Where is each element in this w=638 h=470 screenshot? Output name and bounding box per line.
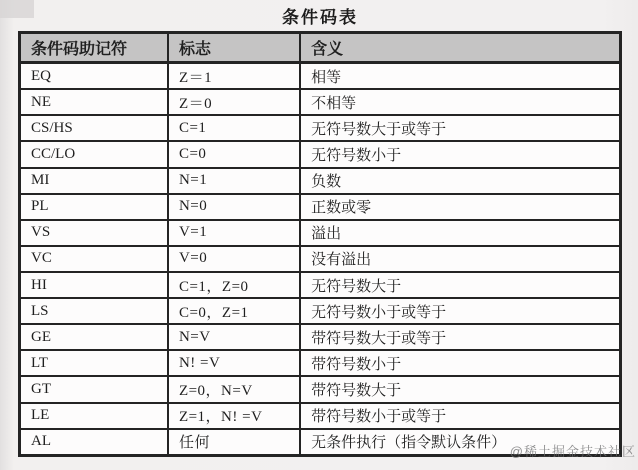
table-row: [20, 246, 621, 272]
watermark: @稀土掘金技术社区: [509, 444, 636, 459]
mnemonic-cell: AL: [20, 429, 168, 456]
meaning-cell: 相等: [300, 63, 620, 90]
mnemonic-cell: LS: [20, 298, 168, 324]
table-row: [20, 220, 621, 246]
mnemonic-cell: EQ: [20, 63, 168, 90]
table-row: [20, 324, 621, 350]
meaning-cell: 无条件执行（指令默认条件）: [300, 429, 620, 456]
page-title: 条件码表: [282, 8, 358, 27]
meaning-cell: 带符号数大于或等于: [300, 324, 620, 350]
flag-cell: V=0: [168, 246, 300, 272]
table-row: [20, 298, 621, 324]
meaning-cell: 带符号数大于: [300, 376, 620, 402]
header-mnemonic: 条件码助记符: [20, 33, 168, 63]
flag-cell: C=1，Z=0: [168, 272, 300, 298]
header-row: [20, 33, 621, 63]
header-meaning: 含义: [300, 33, 620, 63]
table-row: [20, 429, 621, 456]
flag-cell: N=1: [168, 168, 300, 194]
table-row: [20, 63, 621, 90]
mnemonic-cell: PL: [20, 194, 168, 220]
mnemonic-cell: VC: [20, 246, 168, 272]
flag-cell: N! =V: [168, 350, 300, 376]
flag-cell: Z=1，N! =V: [168, 403, 300, 429]
mnemonic-cell: GT: [20, 376, 168, 402]
table-row: [20, 141, 621, 167]
table-row: [20, 403, 621, 429]
mnemonic-cell: HI: [20, 272, 168, 298]
meaning-cell: 无符号数小于或等于: [300, 298, 620, 324]
meaning-cell: 没有溢出: [300, 246, 620, 272]
mnemonic-cell: GE: [20, 324, 168, 350]
meaning-cell: 无符号数大于: [300, 272, 620, 298]
table-row: [20, 194, 621, 220]
mnemonic-cell: LE: [20, 403, 168, 429]
flag-cell: Z＝1: [168, 63, 300, 90]
header-flag: 标志: [168, 33, 300, 63]
table-row: [20, 115, 621, 141]
mnemonic-cell: CC/LO: [20, 141, 168, 167]
meaning-cell: 无符号数小于: [300, 141, 620, 167]
table-header: [20, 33, 621, 63]
meaning-cell: 不相等: [300, 89, 620, 115]
flag-cell: 任何: [168, 429, 300, 456]
flag-cell: N=0: [168, 194, 300, 220]
mnemonic-cell: CS/HS: [20, 115, 168, 141]
flag-cell: C=0: [168, 141, 300, 167]
table-row: [20, 272, 621, 298]
table-row: [20, 89, 621, 115]
mnemonic-cell: LT: [20, 350, 168, 376]
flag-cell: C=1: [168, 115, 300, 141]
table-row: [20, 168, 621, 194]
flag-cell: Z＝0: [168, 89, 300, 115]
meaning-cell: 带符号数小于或等于: [300, 403, 620, 429]
flag-cell: V=1: [168, 220, 300, 246]
flag-cell: C=0，Z=1: [168, 298, 300, 324]
meaning-cell: 无符号数大于或等于: [300, 115, 620, 141]
flag-cell: N=V: [168, 324, 300, 350]
meaning-cell: 负数: [300, 168, 620, 194]
mnemonic-cell: MI: [20, 168, 168, 194]
meaning-cell: 溢出: [300, 220, 620, 246]
table-row: [20, 350, 621, 376]
flag-cell: Z=0，N=V: [168, 376, 300, 402]
meaning-cell: 带符号数小于: [300, 350, 620, 376]
mnemonic-cell: VS: [20, 220, 168, 246]
meaning-cell: 正数或零: [300, 194, 620, 220]
table-body: [20, 63, 621, 456]
table-row: [20, 376, 621, 402]
mnemonic-cell: NE: [20, 89, 168, 115]
condition-code-table: [18, 31, 622, 457]
